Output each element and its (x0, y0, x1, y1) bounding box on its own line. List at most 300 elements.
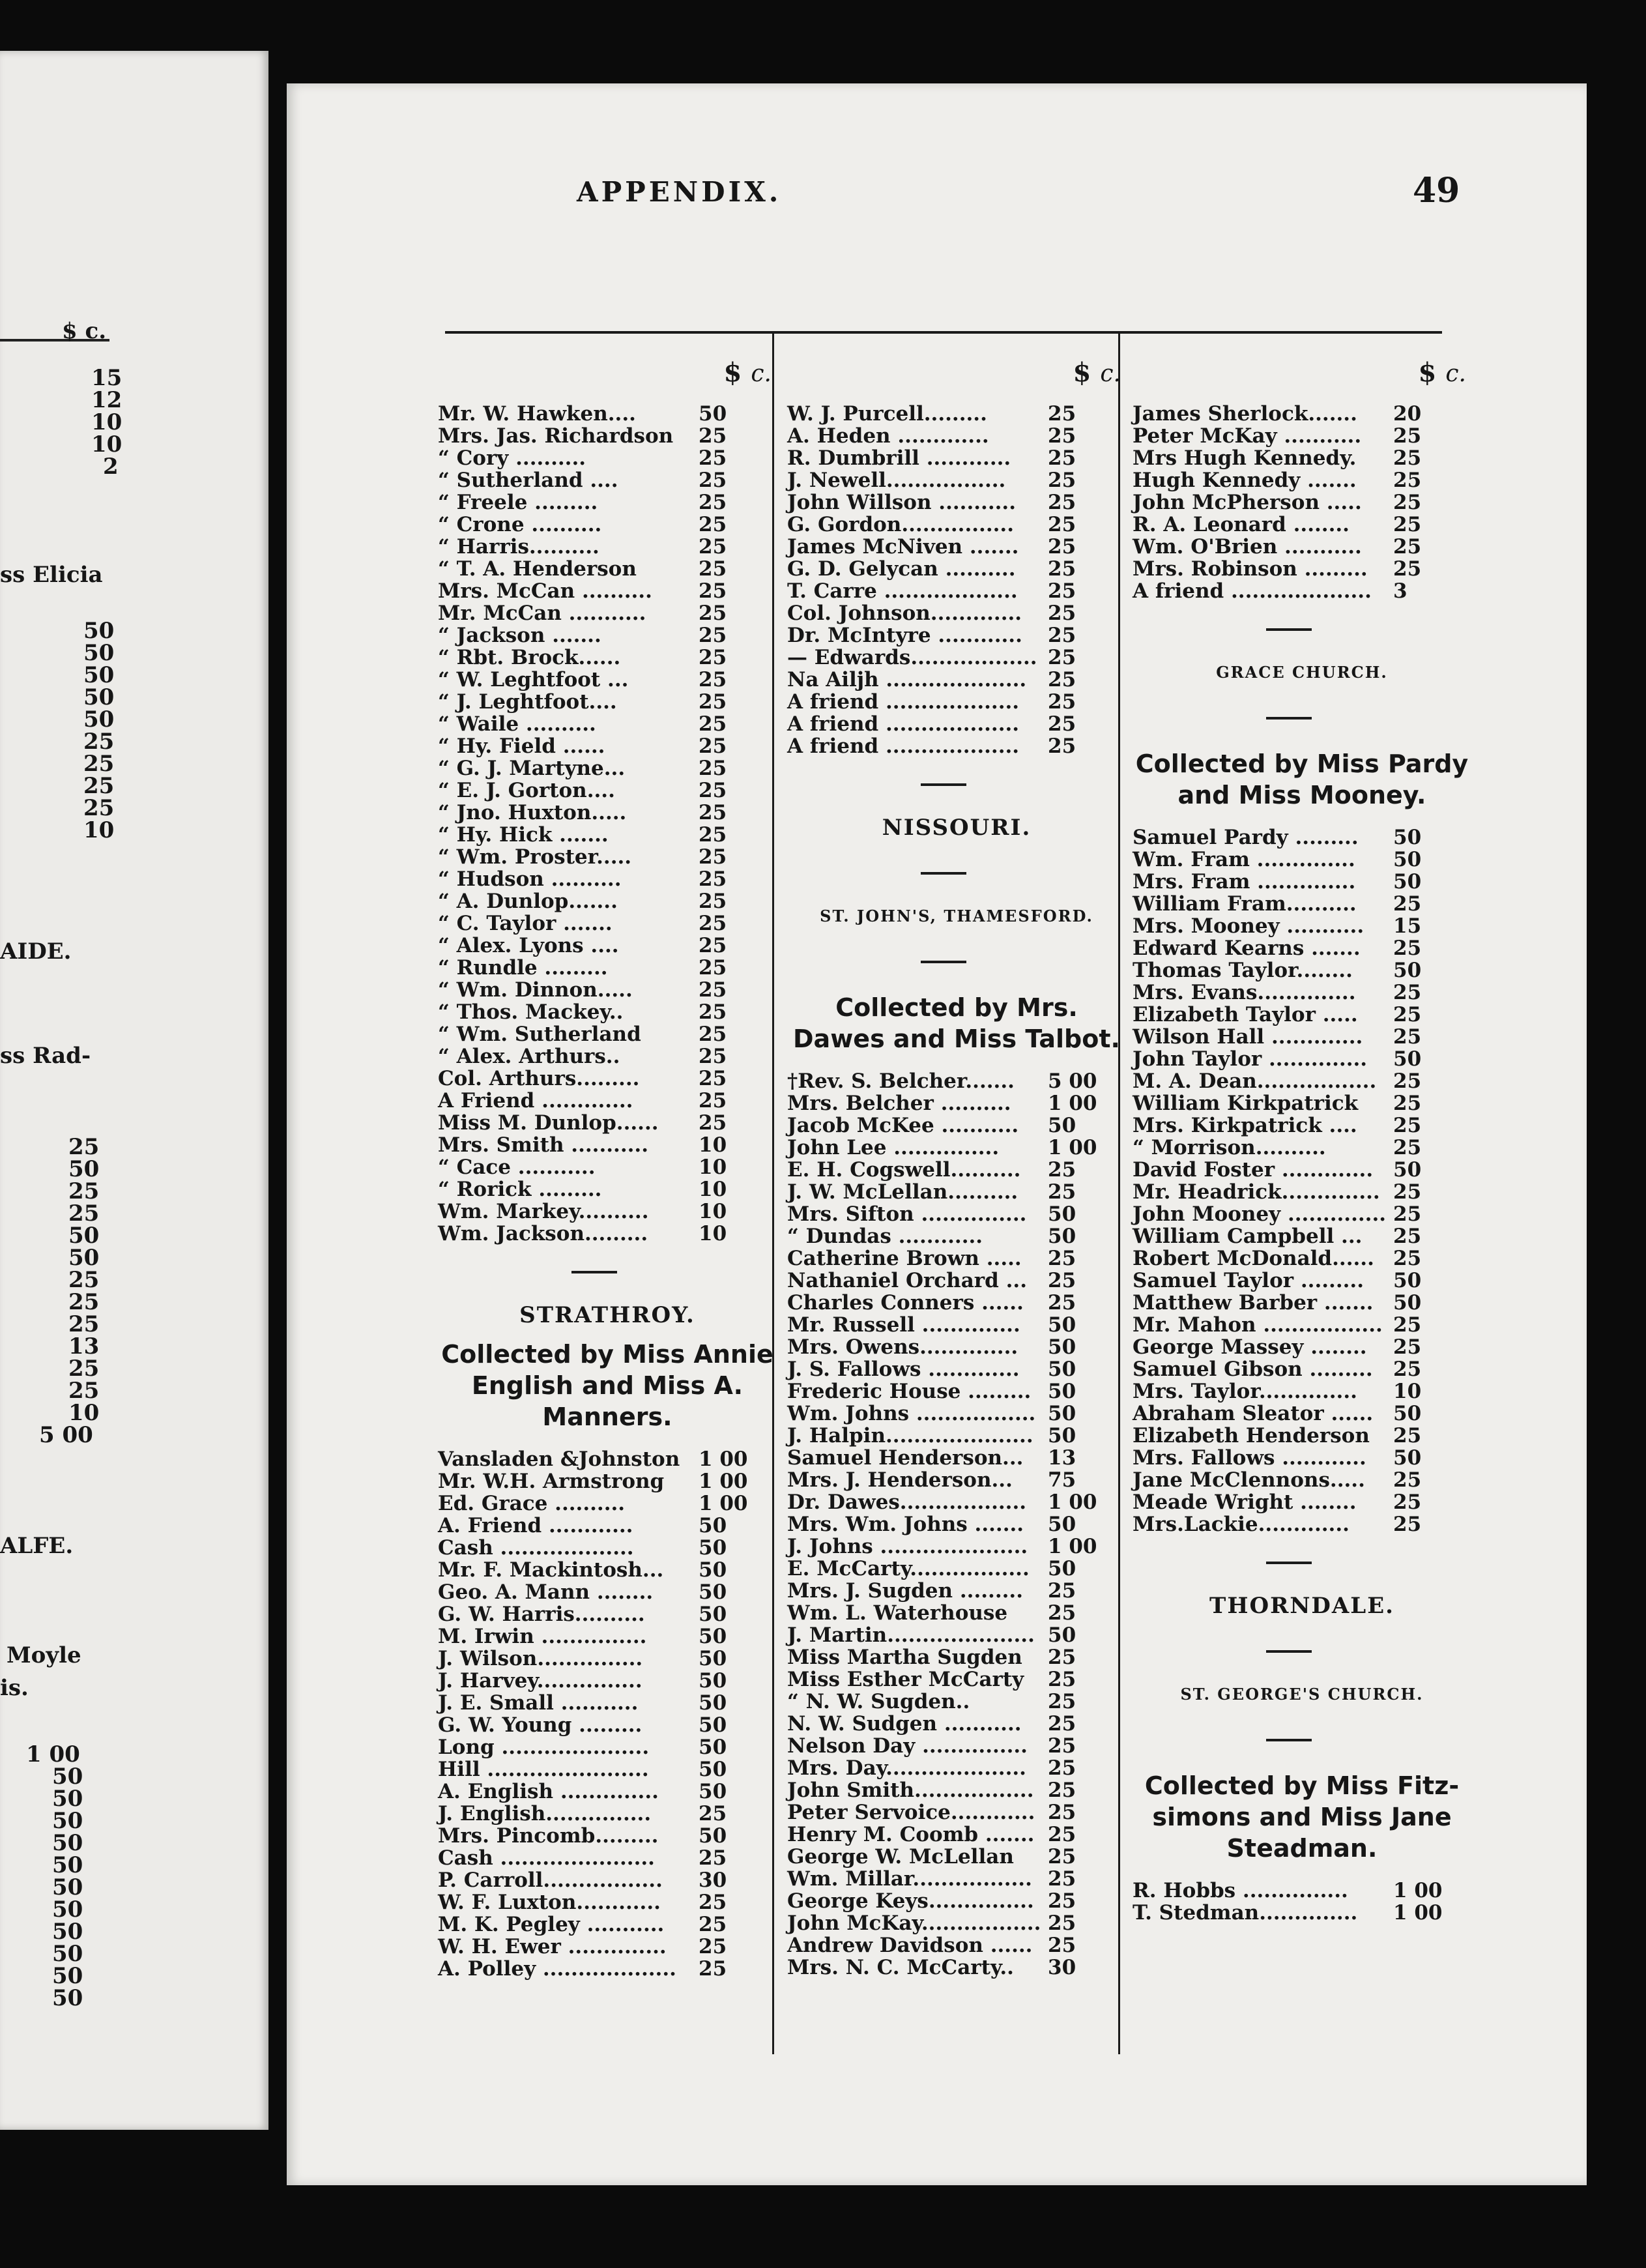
donor-name: Col. Arthurs......... (438, 1067, 640, 1090)
donation-amount: 25 (1048, 446, 1076, 470)
facing-page-fragment-text: 50 (83, 706, 115, 733)
facing-page-fragment-text: ALFE. (0, 1533, 74, 1559)
donor-name: Catherine Brown ..... (787, 1247, 1022, 1270)
donor-name: David Foster ............. (1133, 1158, 1374, 1182)
facing-page-fragment-text: is. (0, 1675, 29, 1701)
donation-amount: 25 (1048, 734, 1076, 758)
facing-page-fragment-text: 50 (52, 1852, 83, 1878)
donor-name: Cash ................... (438, 1536, 634, 1560)
subscription-entry (787, 1181, 1126, 1203)
donor-name: Mr. W. Hawken.... (438, 402, 636, 426)
subscription-entry (787, 1757, 1126, 1779)
subscription-entry (787, 580, 1126, 602)
subscription-entry (1133, 1403, 1471, 1425)
donation-amount: 25 (699, 491, 727, 514)
subscription-entry (438, 691, 777, 713)
donor-name: “ Cory .......... (438, 446, 586, 470)
donor-name: M. K. Pegley ........... (438, 1913, 665, 1936)
donation-amount: 25 (699, 934, 727, 957)
subscription-entry (787, 1801, 1126, 1824)
donor-name: “ Harris.......... (438, 535, 599, 559)
donation-amount: 25 (699, 469, 727, 492)
section-separator (787, 846, 1126, 898)
donation-amount: 25 (1048, 602, 1076, 625)
subscription-entry (787, 1092, 1126, 1114)
donation-amount: 25 (1048, 1845, 1076, 1868)
facing-page-fragment-text: 50 (83, 684, 115, 710)
subscription-entry (787, 1292, 1126, 1314)
donor-name: A. Polley ................... (438, 1957, 676, 1981)
facing-page-fragment-text: 50 (52, 1963, 83, 1989)
donor-name: R. Dumbrill ............ (787, 446, 1011, 470)
donation-amount: 25 (699, 690, 727, 714)
donation-amount: 50 (699, 1758, 727, 1781)
subscription-entry (787, 1602, 1126, 1624)
donor-name: Geo. A. Mann ........ (438, 1580, 654, 1604)
donation-amount: 25 (1048, 712, 1076, 736)
donation-amount: 20 (1393, 402, 1422, 426)
subscription-entry (787, 602, 1126, 624)
subscription-entry (787, 669, 1126, 691)
subscription-entry (438, 1936, 777, 1958)
donation-amount: 25 (1393, 1247, 1422, 1270)
donation-amount: 25 (1048, 1180, 1076, 1204)
donation-amount: 25 (699, 1045, 727, 1068)
donation-amount: 25 (1048, 624, 1076, 647)
donation-amount: 25 (1393, 424, 1422, 448)
donor-name: Mrs. N. C. McCarty.. (787, 1956, 1014, 1979)
donor-name: Mrs. Fram .............. (1133, 870, 1356, 894)
subscription-entry (787, 1380, 1126, 1403)
donor-name: A friend ................... (787, 712, 1020, 736)
donation-amount: 25 (1393, 446, 1422, 470)
subscription-entry (787, 1735, 1126, 1757)
donation-amount: 25 (1048, 1646, 1076, 1669)
donor-name: R. Hobbs ............... (1133, 1879, 1348, 1902)
donor-name: J. Wilson............... (438, 1647, 643, 1670)
donor-name: John Lee ............... (787, 1136, 1000, 1159)
donation-amount: 25 (699, 1000, 727, 1024)
facing-page-fragment-text: 10 (91, 431, 123, 458)
subscription-entry (1133, 1114, 1471, 1137)
donor-name: Miss M. Dunlop...... (438, 1111, 659, 1135)
donation-amount: 50 (699, 1669, 727, 1693)
subscription-entry (438, 425, 777, 447)
donor-name: Frederic House ......... (787, 1380, 1032, 1403)
subscription-entry (787, 403, 1126, 425)
facing-page-fragment-text: 10 (83, 817, 115, 843)
donation-amount: 50 (1048, 1557, 1076, 1580)
donation-amount: 25 (1393, 1313, 1422, 1337)
subscription-entry (438, 602, 777, 624)
subscription-entry (787, 1890, 1126, 1912)
donor-name: “ Jno. Huxton..... (438, 801, 627, 824)
donor-name: Dr. Dawes.................. (787, 1490, 1027, 1514)
running-head: APPENDIX. (577, 176, 782, 208)
donor-name: †Rev. S. Belcher....... (787, 1069, 1015, 1093)
donation-amount: 50 (699, 1780, 727, 1803)
subscription-entry (787, 1846, 1126, 1868)
donation-amount: 50 (1048, 1335, 1076, 1359)
donation-amount: 25 (1048, 646, 1076, 669)
subscription-entry (438, 935, 777, 957)
donation-amount: 25 (699, 535, 727, 559)
subscription-entry (1133, 893, 1471, 915)
subscription-entry (1133, 1159, 1471, 1181)
donation-amount: 10 (699, 1178, 727, 1201)
donor-name: Mrs. Fallows ............ (1133, 1446, 1366, 1470)
subscription-entry (1133, 959, 1471, 981)
subscription-entry (787, 1779, 1126, 1801)
church-heading: ST. GEORGE'S CHURCH. (1180, 1685, 1424, 1704)
donor-name: William Kirkpatrick (1133, 1092, 1359, 1115)
subscription-entry (438, 713, 777, 735)
donor-name: William Fram.......... (1133, 892, 1357, 916)
donation-amount: 25 (699, 1846, 727, 1870)
subscription-entry (1133, 536, 1471, 558)
donor-name: E. H. Cogswell.......... (787, 1158, 1021, 1182)
donation-amount: 25 (699, 1957, 727, 1981)
donation-amount: 25 (1048, 1867, 1076, 1891)
donation-amount: 25 (1393, 1424, 1422, 1447)
donation-amount: 25 (1048, 668, 1076, 691)
subscription-entry (787, 469, 1126, 491)
donation-amount: 25 (1393, 1069, 1422, 1093)
donation-amount: 25 (699, 1067, 727, 1090)
subscription-entry (438, 890, 777, 912)
donation-amount: 25 (1048, 1668, 1076, 1691)
subscription-entry (438, 1112, 777, 1134)
donor-name: A friend .................... (1133, 579, 1372, 603)
donation-amount: 50 (1048, 1313, 1076, 1337)
donation-amount: 25 (1048, 1291, 1076, 1315)
donation-amount: 30 (699, 1868, 727, 1892)
subscription-entry (438, 1470, 777, 1492)
subscription-entry (787, 735, 1126, 757)
subscription-entry (1133, 915, 1471, 937)
donor-name: “ E. J. Gorton.... (438, 779, 615, 802)
subscription-entry (1133, 871, 1471, 893)
subscription-entry (438, 1803, 777, 1825)
donation-amount: 50 (1393, 848, 1422, 871)
donor-name: Na Ailjh .................... (787, 668, 1027, 691)
facing-page-fragment-text: 25 (68, 1356, 100, 1382)
donor-name: Thomas Taylor........ (1133, 959, 1353, 982)
subscription-entry (438, 624, 777, 647)
donation-amount: 25 (699, 1111, 727, 1135)
facing-page-fragment-text: 25 (68, 1289, 100, 1315)
subscription-entry (438, 1492, 777, 1515)
subscription-entry (438, 1869, 777, 1891)
donation-amount: 10 (699, 1222, 727, 1245)
donor-name: George Massey ........ (1133, 1335, 1367, 1359)
subscription-entry (438, 846, 777, 868)
donation-amount: 25 (699, 978, 727, 1002)
donor-name: P. Carroll................. (438, 1868, 663, 1892)
donation-amount: 25 (1048, 1779, 1076, 1802)
donor-name: “ Sutherland .... (438, 469, 618, 492)
donor-name: “ W. Leghtfoot ... (438, 668, 629, 691)
subscription-entry (1133, 1092, 1471, 1114)
donor-name: “ Rorick ......... (438, 1178, 602, 1201)
donation-amount: 25 (1048, 1756, 1076, 1780)
donation-amount: 25 (699, 1891, 727, 1914)
donation-amount: 25 (1393, 1202, 1422, 1226)
subscription-entry (438, 1090, 777, 1112)
donor-name: Elizabeth Taylor ..... (1133, 1003, 1358, 1026)
donation-amount: 50 (1048, 1358, 1076, 1381)
donor-name: “ G. J. Martyne... (438, 757, 626, 780)
facing-page-fragment-text: 13 (68, 1333, 100, 1359)
facing-page-fragment-text: 5 00 (39, 1422, 93, 1448)
subscription-entry (787, 1247, 1126, 1270)
donor-name: James Sherlock....... (1133, 402, 1357, 426)
subscription-entry (787, 1558, 1126, 1580)
subscription-entry (438, 1200, 777, 1223)
donation-amount: 50 (699, 1625, 727, 1648)
donor-name: John Willson ........... (787, 491, 1016, 514)
donor-name: Hill ....................... (438, 1758, 649, 1781)
donor-name: A. Friend ............ (438, 1514, 633, 1537)
donation-amount: 1 00 (699, 1492, 748, 1515)
facing-page-fragment-text: Moyle (7, 1642, 81, 1668)
subscription-entry (787, 1336, 1126, 1358)
donation-amount: 10 (699, 1200, 727, 1223)
donor-name: J. Newell................. (787, 469, 1006, 492)
donor-name: Wm. Markey.......... (438, 1200, 649, 1223)
donor-name: J. Martin..................... (787, 1623, 1035, 1647)
subscription-entry (438, 1825, 777, 1847)
subscription-entry (787, 514, 1126, 536)
donor-name: Mr. Mahon ................. (1133, 1313, 1383, 1337)
donor-name: “ Wm. Proster..... (438, 845, 632, 869)
subscription-entry (787, 1070, 1126, 1092)
donor-name: Wm. Jackson......... (438, 1222, 648, 1245)
subscription-entry (1133, 1292, 1471, 1314)
facing-page-fragment (0, 51, 268, 2130)
collectors-note: Collected by Mrs. Dawes and Miss Talbot. (793, 993, 1120, 1053)
subscription-entry (787, 1580, 1126, 1602)
donor-name: Wm. Johns ................. (787, 1402, 1036, 1425)
donor-name: “ C. Taylor ....... (438, 912, 613, 935)
donation-amount: 25 (1393, 513, 1422, 536)
subscription-entry (1133, 826, 1471, 849)
donation-amount: 50 (1393, 1158, 1422, 1182)
donor-name: Meade Wright ........ (1133, 1490, 1357, 1514)
subscription-entry (438, 1648, 777, 1670)
facing-page-fragment-text: 50 (52, 1808, 83, 1834)
donation-amount: 25 (1048, 469, 1076, 492)
donation-amount: 25 (699, 513, 727, 536)
donor-name: “ J. Leghtfoot.... (438, 690, 617, 714)
donation-amount: 50 (1393, 870, 1422, 894)
column-1 (438, 357, 777, 1980)
donor-name: A Friend ............. (438, 1089, 633, 1112)
donor-name: Mrs. Sifton ............... (787, 1202, 1027, 1226)
subscription-entry (438, 1847, 777, 1869)
donor-name: T. Stedman.............. (1133, 1901, 1358, 1925)
donor-name: Wm. Fram .............. (1133, 848, 1355, 871)
subscription-entry (787, 425, 1126, 447)
facing-page-fragment-text: 50 (52, 1764, 83, 1790)
donor-name: G. Gordon................ (787, 513, 1015, 536)
donation-amount: 25 (1048, 513, 1076, 536)
donation-amount: 1 00 (1048, 1092, 1097, 1115)
donation-amount: 25 (1048, 535, 1076, 559)
facing-page-fragment-text: 50 (68, 1156, 100, 1182)
donor-name: Mr. McCan ........... (438, 602, 646, 625)
facing-page-fragment-text: 25 (68, 1200, 100, 1227)
facing-page-fragment-text: 25 (83, 773, 115, 799)
donor-name: G. W. Young ......... (438, 1713, 643, 1737)
donation-amount: 25 (699, 823, 727, 847)
subscription-entry (438, 1692, 777, 1714)
donation-amount: 50 (699, 1514, 727, 1537)
donor-name: Mrs. J. Henderson... (787, 1468, 1013, 1492)
donation-amount: 25 (699, 712, 727, 736)
donation-amount: 25 (699, 1023, 727, 1046)
facing-page-fragment-text: 10 (68, 1400, 100, 1426)
donor-name: J. E. Small ........... (438, 1691, 639, 1715)
donation-amount: 50 (1393, 1269, 1422, 1292)
donation-amount: 25 (699, 956, 727, 980)
subscription-entry (1133, 1336, 1471, 1358)
subscription-entry (1133, 1137, 1471, 1159)
donor-name: “ Dundas ............ (787, 1225, 983, 1248)
subscription-entry (787, 1691, 1126, 1713)
donor-name: “ Thos. Mackey.. (438, 1000, 624, 1024)
subscription-entry (1133, 1247, 1471, 1270)
donation-amount: 1 00 (1048, 1490, 1097, 1514)
church-heading: GRACE CHURCH. (1216, 663, 1388, 682)
subscription-entry (438, 1781, 777, 1803)
subscription-entry (1133, 514, 1471, 536)
facing-page-fragment-text: 25 (83, 729, 115, 755)
subscription-entry (787, 1225, 1126, 1247)
donation-amount: 50 (699, 1647, 727, 1670)
subscription-entry (1133, 981, 1471, 1004)
donation-amount: 25 (699, 1802, 727, 1825)
donor-name: — Edwards.................. (787, 646, 1037, 669)
donor-name: Mrs. Smith ........... (438, 1133, 649, 1157)
donor-name: Mrs. Kirkpatrick .... (1133, 1114, 1357, 1137)
subscription-entry (438, 1913, 777, 1936)
subscription-entry (787, 1203, 1126, 1225)
donation-amount: 25 (1048, 1269, 1076, 1292)
donor-name: William Campbell ... (1133, 1225, 1363, 1248)
subscription-entry (438, 824, 777, 846)
subscription-entry (438, 1515, 777, 1537)
donation-amount: 1 00 (1393, 1879, 1443, 1902)
facing-page-fragment-text: ss Elicia (0, 562, 103, 588)
facing-page-fragment-text: $ c. (62, 318, 107, 344)
donor-name: Mrs. Mooney ........... (1133, 914, 1364, 938)
donation-amount: 13 (1048, 1446, 1076, 1470)
donation-amount: 25 (699, 801, 727, 824)
donor-name: “ Cace ........... (438, 1156, 596, 1179)
subscription-entry (438, 1537, 777, 1559)
donation-amount: 25 (699, 424, 727, 448)
donor-name: “ Wm. Sutherland (438, 1023, 641, 1046)
subscription-entry (787, 1646, 1126, 1668)
donation-amount: 50 (1393, 826, 1422, 849)
donation-amount: 25 (1048, 1712, 1076, 1736)
donor-name: A friend ................... (787, 734, 1020, 758)
donation-amount: 50 (699, 1713, 727, 1737)
subscription-entry (787, 1513, 1126, 1535)
facing-page-fragment-text: 50 (68, 1245, 100, 1271)
donor-name: Wm. L. Waterhouse (787, 1601, 1008, 1625)
donation-amount: 25 (1393, 1225, 1422, 1248)
donation-amount: 25 (699, 557, 727, 581)
donor-name: J. W. McLellan.......... (787, 1180, 1018, 1204)
facing-page-fragment-text: 50 (52, 1786, 83, 1812)
donor-name: Nelson Day ............... (787, 1734, 1028, 1758)
donation-amount: 25 (1048, 1601, 1076, 1625)
subscription-entry (438, 469, 777, 491)
subscription-entry (1133, 1491, 1471, 1513)
donation-amount: 50 (699, 1824, 727, 1848)
donor-name: Hugh Kennedy ....... (1133, 469, 1357, 492)
donation-amount: 25 (1393, 1490, 1422, 1514)
subscription-entry (438, 1736, 777, 1758)
subscription-entry (438, 1156, 777, 1178)
donor-name: Ed. Grace .......... (438, 1492, 626, 1515)
parish-heading: NISSOURI. (882, 815, 1032, 841)
donation-amount: 25 (1393, 1025, 1422, 1049)
column-3 (1133, 357, 1471, 1924)
donor-name: M. Irwin ............... (438, 1625, 647, 1648)
donation-amount: 25 (699, 602, 727, 625)
donor-name: T. Carre ................... (787, 579, 1018, 603)
donor-name: Robert McDonald...... (1133, 1247, 1374, 1270)
donation-amount: 25 (1048, 1579, 1076, 1603)
subscription-entry (787, 1469, 1126, 1491)
donation-amount: 25 (1048, 579, 1076, 603)
donation-amount: 50 (1393, 1047, 1422, 1071)
donor-name: J. S. Fallows ............. (787, 1358, 1020, 1381)
donor-name: Nathaniel Orchard ... (787, 1269, 1027, 1292)
facing-page-fragment-text: AIDE. (0, 938, 72, 965)
subscription-entry (787, 1713, 1126, 1735)
donor-name: Mr. W.H. Armstrong (438, 1470, 665, 1493)
donor-name: R. A. Leonard ........ (1133, 513, 1350, 536)
facing-page-fragment-text: 2 (103, 454, 119, 480)
donation-amount: 25 (1048, 1158, 1076, 1182)
donation-amount: 50 (1048, 1424, 1076, 1447)
donation-amount: 50 (1048, 1623, 1076, 1647)
subscription-entry (438, 1448, 777, 1470)
page-number: 49 (1413, 171, 1460, 211)
donor-name: “ Alex. Lyons .... (438, 934, 619, 957)
donation-amount: 25 (699, 446, 727, 470)
facing-page-fragment-text: 50 (83, 640, 115, 666)
subscription-entry (438, 558, 777, 580)
subscription-entry (787, 1491, 1126, 1513)
subscription-entry (787, 1535, 1126, 1558)
donor-name: Mrs Hugh Kennedy. (1133, 446, 1357, 470)
subscription-entry (787, 491, 1126, 514)
donation-amount: 50 (1048, 1202, 1076, 1226)
donor-name: “ Morrison.......... (1133, 1136, 1326, 1159)
subscription-entry (438, 1223, 777, 1245)
donor-name: W. J. Purcell......... (787, 402, 987, 426)
donation-amount: 3 (1393, 579, 1408, 603)
subscription-entry (1133, 491, 1471, 514)
subscription-entry (1133, 425, 1471, 447)
donor-name: A friend ................... (787, 690, 1020, 714)
subscription-entry (438, 979, 777, 1001)
